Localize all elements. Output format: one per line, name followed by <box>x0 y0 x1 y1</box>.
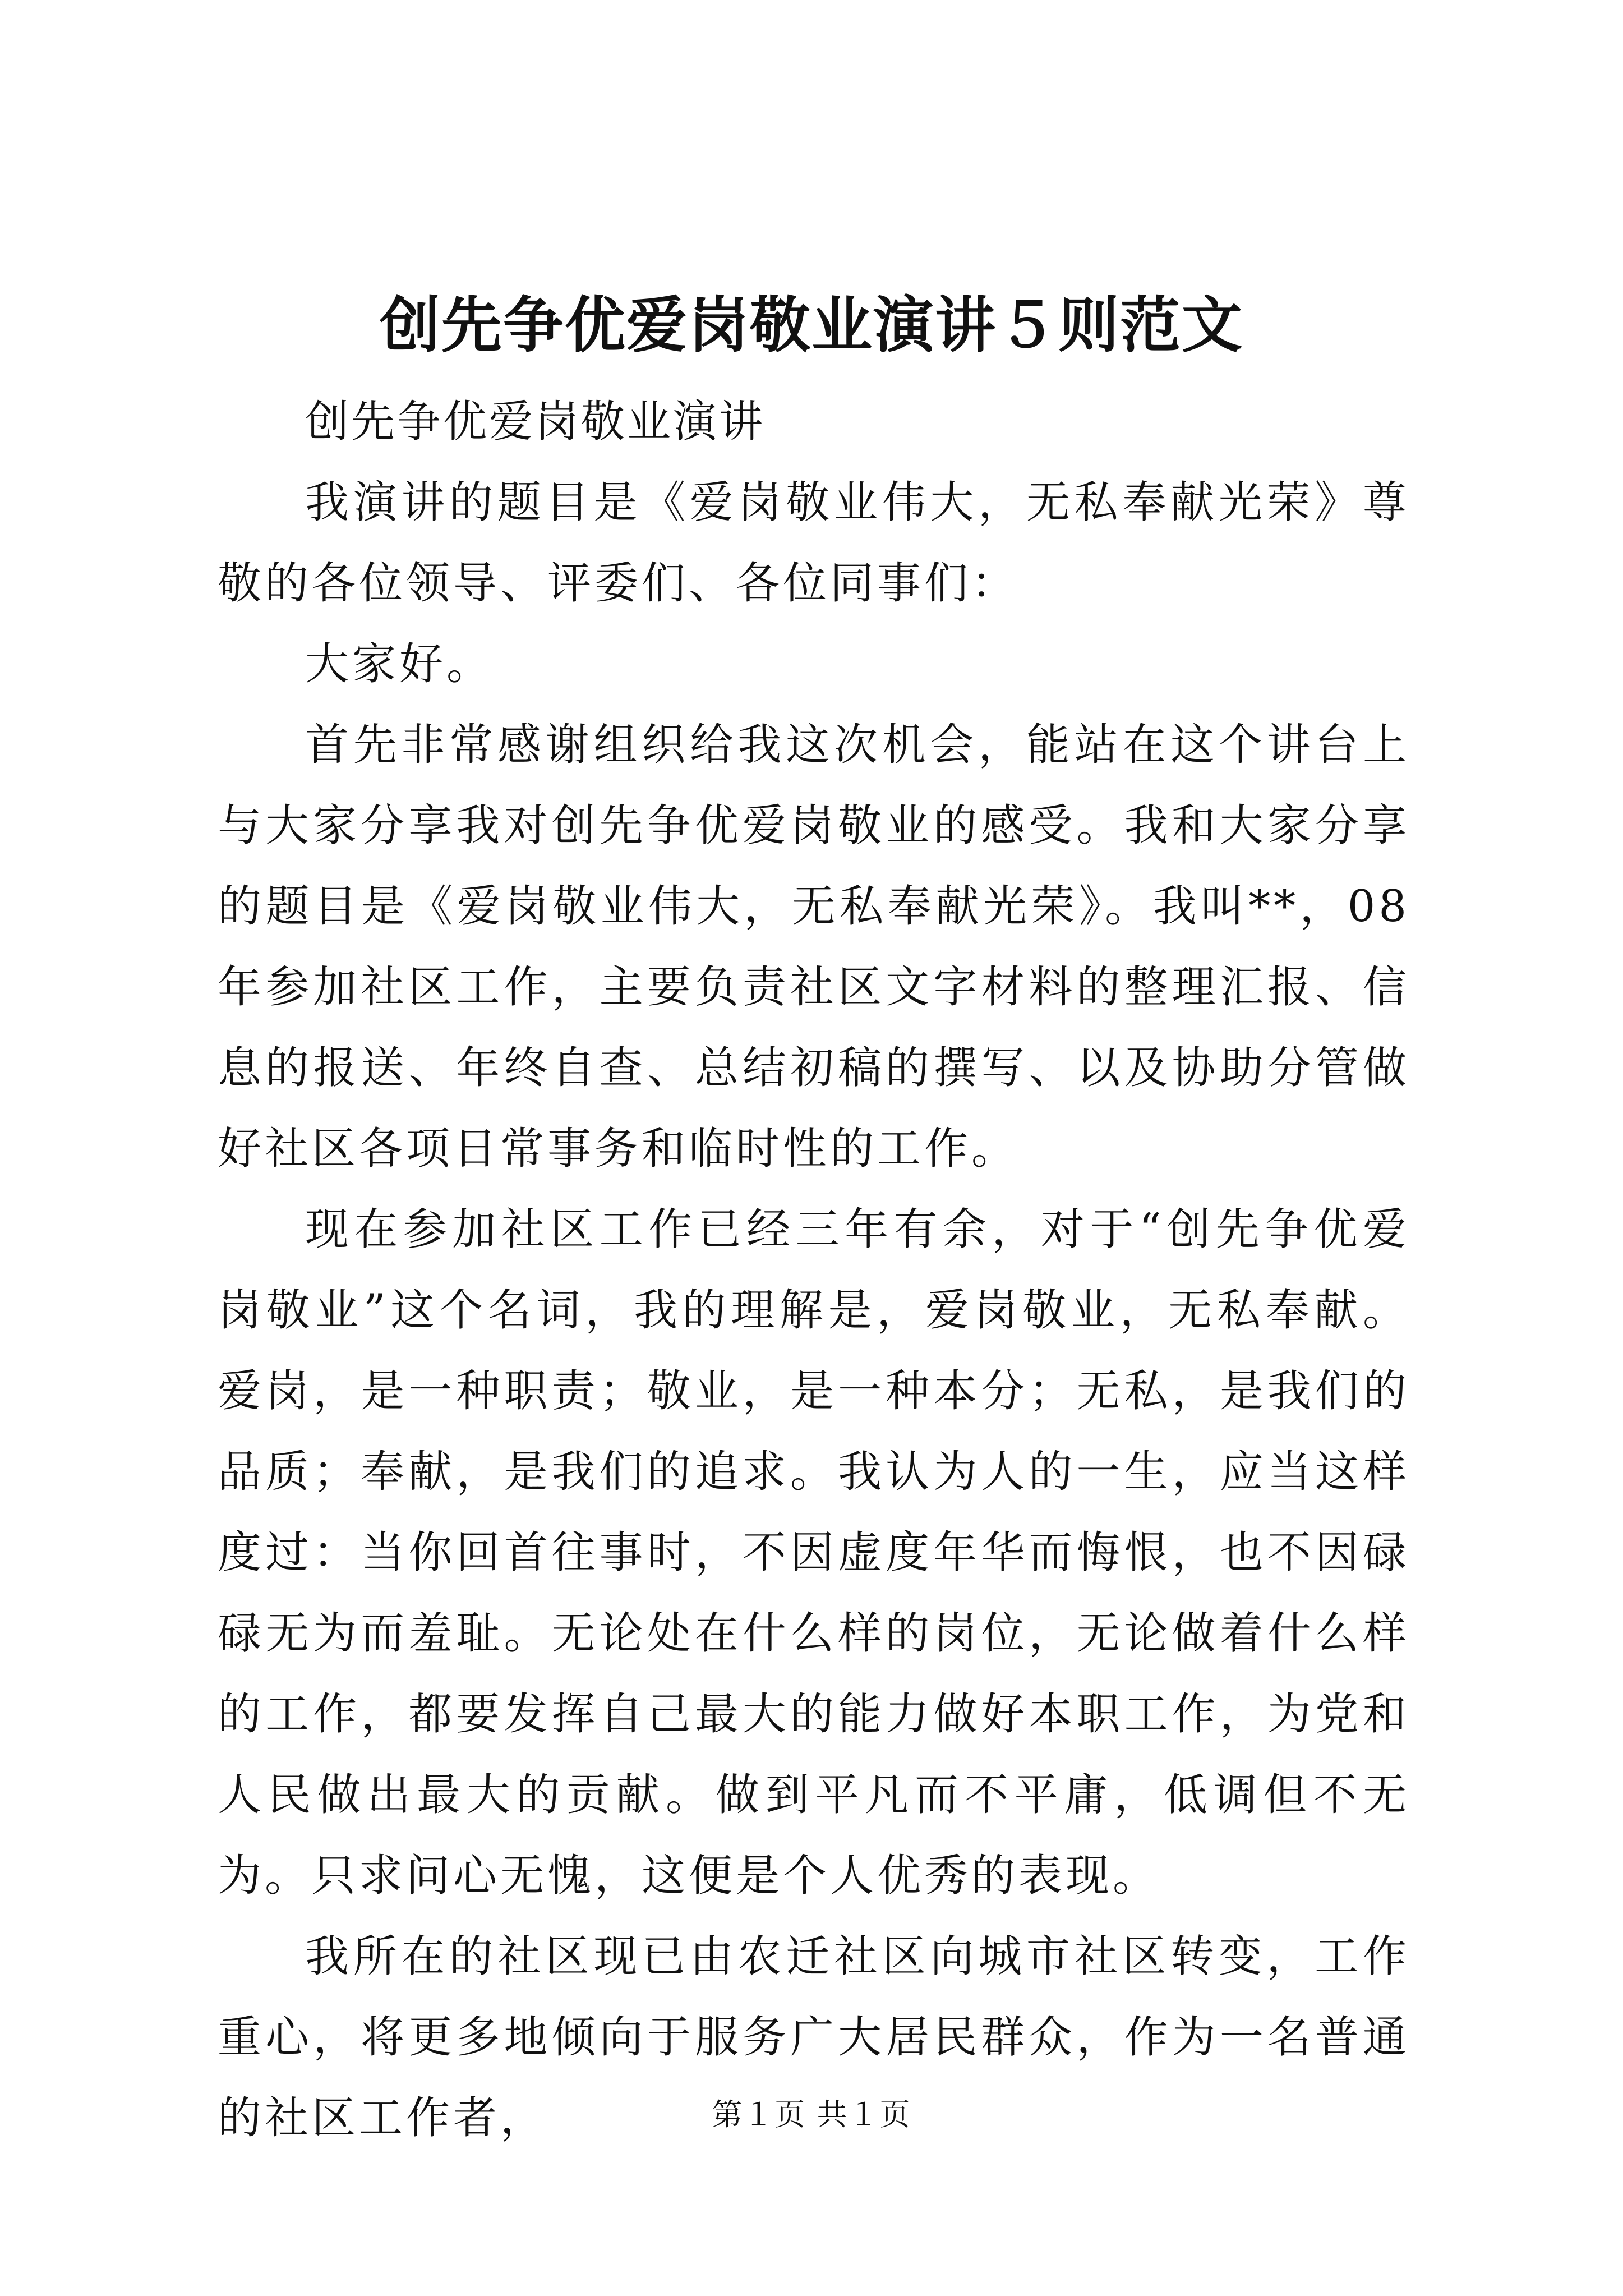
paragraph-understanding: 现在参加社区工作已经三年有余，对于“创先争优爱岗敬业”这个名词，我的理解是，爱岗敬业，无私奉献。爱岗，是一种职责；敬业，是一种本分；无私，是我们的品质；奉献，是我们的追求。我认为人的一生，应当这样度过：当你回首往事时，不因虚度年华而悔恨，也不因碌碌无为而羞耻。无论处在什么样的岗位，无论做着什么样的工作，都要发挥自己最大的能力做好本职工作，为党和人民做出最大的贡献。做到平凡而不平庸，低调但不无为。只求问心无愧，这便是个人优秀的表现。 <box>218 1204 1410 1901</box>
paragraph-subtitle: 创先争优爱岗敬业演讲 <box>305 397 766 447</box>
paragraph-speech-topic: 我演讲的题目是《爱岗敬业伟大，无私奉献光荣》尊敬的各位领导、评委们、各位同事们： <box>218 477 1410 609</box>
document-body <box>218 381 1410 2159</box>
paragraph-greeting: 大家好。 <box>305 639 494 689</box>
paragraph-community: 我所在的社区现已由农迁社区向城市社区转变，工作重心，将更多地倾向于服务广大居民群众，作为一名普通的社区工作者， <box>218 1931 1410 2143</box>
paragraph-introduction: 首先非常感谢组织给我这次机会，能站在这个讲台上与大家分享我对创先争优爱岗敬业的感受。我和大家分享的题目是《爱岗敬业伟大，无私奉献光荣》。我叫**，08年参加社区工作，主要负责社区文字材料的整理汇报、信息的报送、年终自查、总结初稿的撰写、以及协助分管做好社区各项日常事务和临时性的工作。 <box>218 720 1410 1174</box>
document-title: 创先争优爱岗敬业演讲５则范文 <box>379 290 1243 361</box>
page-footer: 第１页 共１页 <box>712 2097 911 2132</box>
